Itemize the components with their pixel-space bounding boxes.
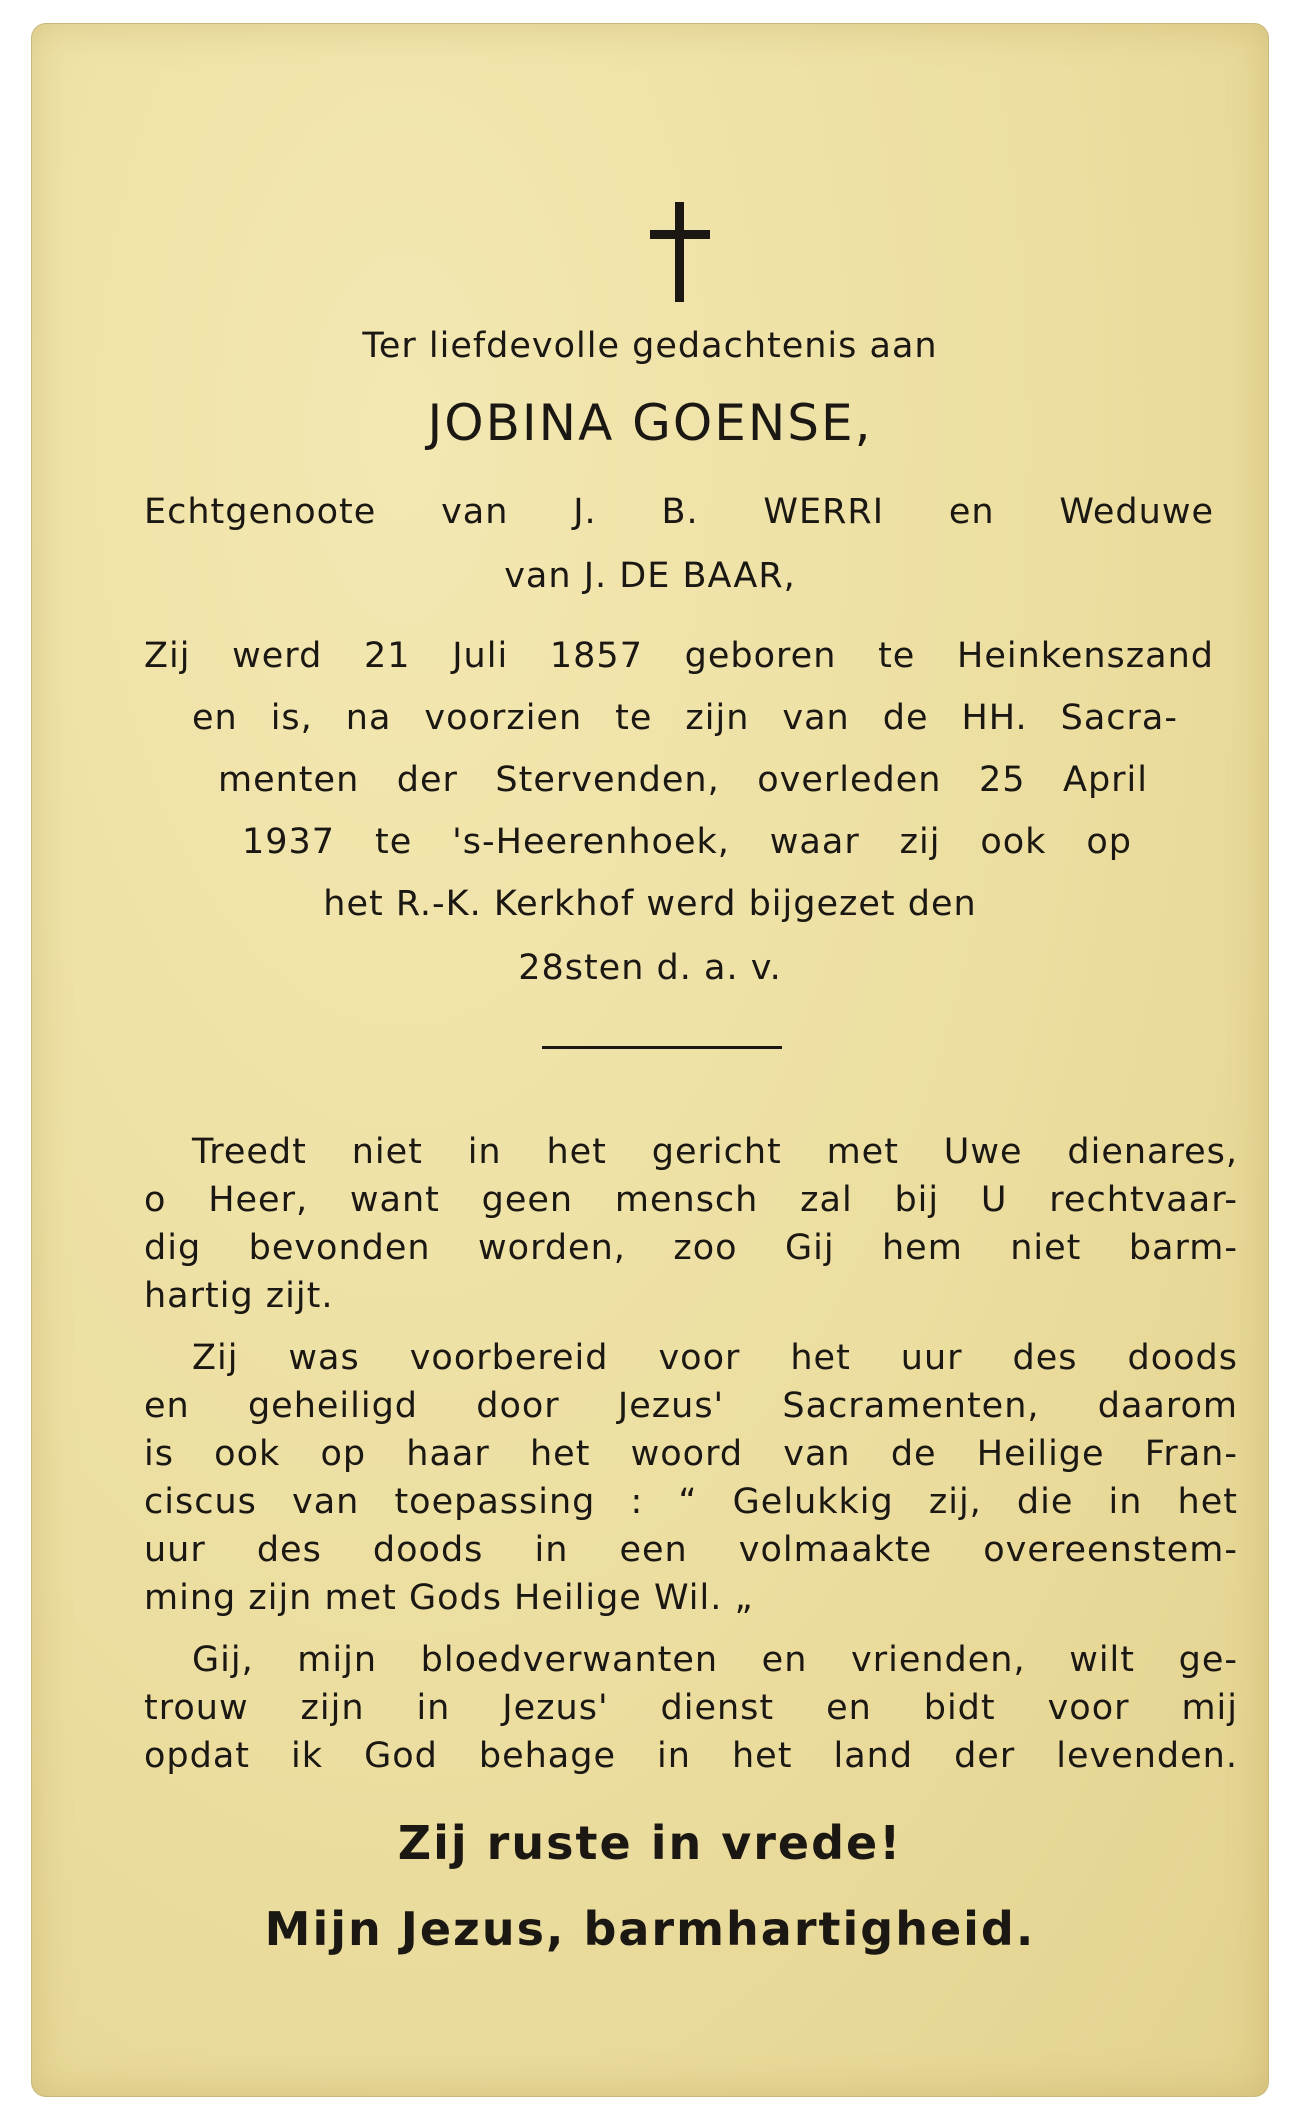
memorial-card xyxy=(32,24,1268,2096)
bio-line: menten der Stervenden, overleden 25 April xyxy=(218,760,1148,800)
prayer-line: trouw zijn in Jezus' dienst en bidt voor mij xyxy=(144,1688,1238,1728)
divider xyxy=(542,1046,782,1049)
bio-line: 1937 te 's-Heerenhoek, waar zij ook op xyxy=(242,822,1132,862)
deceased-name: JOBINA GOENSE, xyxy=(427,394,873,452)
prayer-line: o Heer, want geen mensch zal bij U rechtvaar- xyxy=(144,1180,1238,1220)
bio-line: en is, na voorzien te zijn van de HH. Sacra- xyxy=(192,698,1178,738)
bio-line: 28sten d. a. v. xyxy=(518,948,782,988)
spouse-line-1: Echtgenoote van J. B. WERRI en Weduwe xyxy=(144,492,1214,532)
prayer-line: Treedt niet in het gericht met Uwe dienares, xyxy=(192,1132,1238,1172)
prayer-line: is ook op haar het woord van de Heilige Fran- xyxy=(144,1434,1238,1474)
prayer-line: Gij, mijn bloedverwanten en vrienden, wilt ge- xyxy=(192,1640,1238,1680)
rest-in-peace: Zij ruste in vrede! xyxy=(397,1816,903,1870)
cross-icon xyxy=(650,202,710,302)
bio-line: Zij werd 21 Juli 1857 geboren te Heinkenszand xyxy=(144,636,1214,676)
prayer-line: ciscus van toepassing : “ Gelukkig zij, die in het xyxy=(144,1482,1238,1522)
final-invocation: Mijn Jezus, barmhartigheid. xyxy=(264,1902,1036,1956)
spouse-line-2: van J. DE BAAR, xyxy=(504,556,796,596)
prayer-line: opdat ik God behage in het land der levenden. xyxy=(144,1736,1238,1776)
prayer-line: hartig zijt. xyxy=(144,1276,334,1316)
prayer-line: dig bevonden worden, zoo Gij hem niet barm- xyxy=(144,1228,1238,1268)
prayer-line: ming zijn met Gods Heilige Wil. „ xyxy=(144,1578,754,1618)
intro-text: Ter liefdevolle gedachtenis aan xyxy=(362,326,938,366)
prayer-line: en geheiligd door Jezus' Sacramenten, daarom xyxy=(144,1386,1238,1426)
prayer-line: Zij was voorbereid voor het uur des doods xyxy=(192,1338,1238,1378)
bio-line: het R.-K. Kerkhof werd bijgezet den xyxy=(323,884,977,924)
prayer-line: uur des doods in een volmaakte overeenstem- xyxy=(144,1530,1238,1570)
